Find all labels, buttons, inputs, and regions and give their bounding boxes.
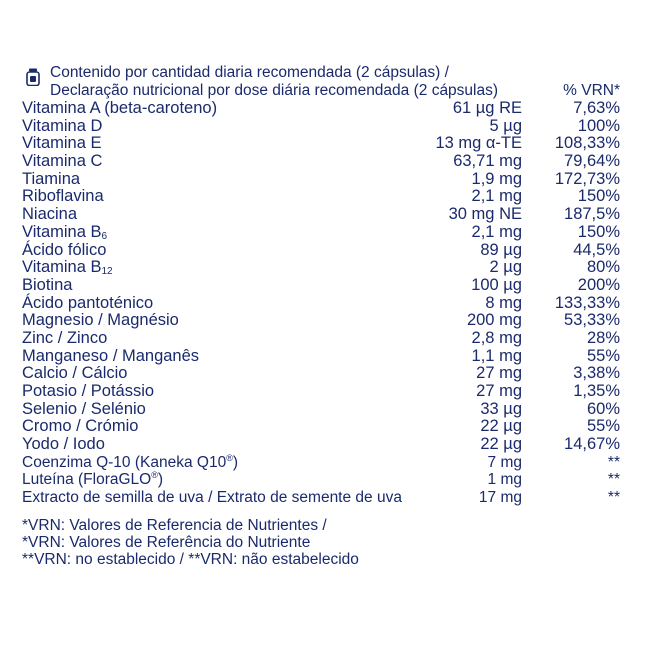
table-row [22, 188, 632, 206]
registered-mark: ® [151, 470, 158, 481]
table-row [22, 365, 632, 383]
nutrient-amount: 1,1 mg [471, 346, 522, 365]
nutrient-vrn: 108,33% [554, 134, 620, 153]
table-row [22, 135, 632, 153]
nutrient-vrn: ** [607, 453, 620, 471]
table-row [22, 277, 632, 295]
table-row [22, 471, 632, 489]
table-row [22, 330, 632, 348]
nutrient-name: Yodo / Iodo [22, 435, 105, 454]
nutrient-name: Ácido pantoténico [22, 293, 154, 312]
nutrient-amount: 61 µg RE [452, 99, 522, 117]
nutrient-amount: 5 µg [489, 116, 522, 135]
footnote: *VRN: Valores de Referência do Nutriente [22, 533, 311, 551]
nutrient-amount: 2,1 mg [471, 222, 522, 241]
nutrient-amount: 7 mg [487, 453, 522, 471]
footnotes [22, 517, 632, 568]
nutrient-amount: 1 mg [487, 471, 522, 489]
nutrient-amount: 22 µg [480, 435, 522, 454]
nutrient-amount: 1,9 mg [471, 169, 522, 188]
nutrient-vrn: ** [607, 489, 620, 507]
nutrition-table [22, 64, 632, 568]
nutrient-name: Niacina [22, 205, 78, 224]
nutrient-name: Biotina [22, 275, 73, 294]
nutrient-amount: 2 µg [489, 258, 522, 277]
capsule-bottle-icon [26, 68, 40, 86]
nutrient-amount: 89 µg [480, 240, 522, 259]
nutrient-amount: 27 mg [476, 364, 522, 383]
nutrient-name: Vitamina E [22, 134, 102, 153]
nutrient-vrn: 60% [586, 399, 620, 418]
table-row [22, 295, 632, 313]
table-header [22, 64, 632, 100]
nutrient-name: Ácido fólico [22, 240, 107, 259]
nutrient-name: Vitamina D [22, 116, 103, 135]
nutrient-name: Vitamina C [22, 152, 103, 171]
nutrient-amount: 8 mg [485, 293, 522, 312]
nutrient-vrn: 150% [577, 187, 620, 206]
nutrient-amount: 27 mg [476, 382, 522, 400]
nutrient-vrn: 55% [586, 346, 620, 365]
nutrient-vrn: 28% [586, 328, 620, 347]
nutrient-name: Selenio / Selénio [22, 399, 146, 418]
header-line-pt: Declaração nutricional por dose diária recomendada (2 cápsulas) [50, 82, 499, 99]
nutrient-name: Zinc / Zinco [22, 328, 108, 347]
nutrient-amount: 17 mg [478, 489, 522, 507]
nutrient-vrn: 133,33% [554, 293, 620, 312]
table-row [22, 312, 632, 330]
nutrient-amount: 63,71 mg [453, 152, 522, 171]
nutrient-vrn: 3,38% [573, 364, 620, 383]
table-row [22, 489, 632, 507]
nutrient-amount: 22 µg [480, 417, 522, 436]
footnote: **VRN: no establecido / **VRN: não estabelecido [22, 550, 359, 568]
nutrient-vrn: 172,73% [554, 169, 620, 188]
table-row [22, 454, 632, 472]
header-line-es: Contenido por cantidad diaria recomendada (2 cápsulas) / [50, 64, 449, 81]
footnote: *VRN: Valores de Referencia de Nutrientes / [22, 516, 327, 534]
nutrient-amount: 200 mg [466, 311, 522, 330]
nutrient-subscript: 6 [101, 230, 108, 242]
table-row [22, 171, 632, 189]
table-row [22, 436, 632, 454]
nutrient-subscript: 12 [101, 266, 113, 278]
nutrient-name: Luteína (FloraGLO®) [22, 470, 164, 489]
table-row [22, 206, 632, 224]
nutrient-name: Cromo / Crómio [22, 417, 139, 436]
nutrient-vrn: 53,33% [564, 311, 620, 330]
nutrient-name: Vitamina $B_6$ [22, 222, 108, 242]
nutrient-vrn: 200% [577, 275, 620, 294]
nutrient-name: Extracto de semilla de uva / Extrato de semente de uva [22, 489, 402, 507]
vrn-column-header: % VRN* [563, 82, 620, 99]
table-row [22, 401, 632, 419]
nutrient-amount: 2,8 mg [471, 328, 522, 347]
nutrient-vrn: 80% [586, 258, 620, 277]
nutrient-vrn: 150% [577, 222, 620, 241]
nutrient-name: Potasio / Potássio [22, 382, 155, 400]
table-row [22, 242, 632, 260]
nutrient-amount: 13 mg α-TE [435, 134, 522, 153]
nutrient-amount: 2,1 mg [471, 187, 522, 206]
table-row [22, 100, 632, 118]
nutrient-name: Tiamina [22, 169, 81, 188]
nutrient-vrn: 100% [577, 116, 620, 135]
table-row [22, 418, 632, 436]
table-row [22, 348, 632, 366]
nutrient-name: Riboflavina [22, 187, 104, 206]
nutrient-name: Manganeso / Manganês [22, 346, 200, 365]
nutrient-name: Vitamina A (beta-caroteno) [22, 99, 218, 117]
table-row [22, 224, 632, 242]
nutrient-name: Coenzima Q-10 (Kaneka Q10®) [22, 452, 238, 471]
nutrient-amount: 33 µg [480, 399, 522, 418]
nutrient-name: Calcio / Cálcio [22, 364, 128, 383]
nutrient-name: Vitamina $B_{12}$ [22, 258, 113, 278]
table-row [22, 259, 632, 277]
nutrient-amount: 100 µg [471, 275, 522, 294]
nutrient-vrn: 79,64% [564, 152, 620, 171]
nutrient-vrn: 187,5% [564, 205, 620, 224]
registered-mark: ® [226, 452, 233, 463]
nutrient-vrn: 14,67% [564, 435, 620, 454]
nutrient-vrn: 7,63% [573, 99, 620, 117]
table-row [22, 383, 632, 401]
nutrient-vrn: ** [607, 471, 620, 489]
nutrient-name: Magnesio / Magnésio [22, 311, 179, 330]
nutrient-amount: 30 mg NE [448, 205, 522, 224]
table-row [22, 153, 632, 171]
nutrient-vrn: 55% [586, 417, 620, 436]
table-row [22, 118, 632, 136]
nutrient-vrn: 44,5% [573, 240, 620, 259]
nutrient-vrn: 1,35% [573, 382, 620, 400]
nutrient-rows [22, 100, 632, 507]
